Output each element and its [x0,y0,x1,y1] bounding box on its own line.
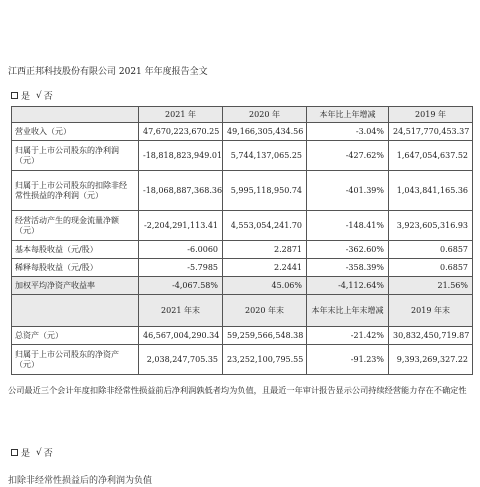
table-row [12,327,473,345]
value-2021: -6.0060 [139,241,223,259]
header-cell: 2020 年末 [223,295,307,327]
table-row [12,345,473,375]
header-cell: 2021 年 [139,107,223,123]
header-cell: 本年比上年增减 [307,107,389,123]
value-2019: 21.56% [389,277,473,295]
going-concern-note: 公司最近三个会计年度扣除非经常性损益前后净利润孰低者均为负值，且最近一年审计报告显示公司持续经营能力存在不确定性 [8,385,467,395]
yes-label: 是 [21,449,31,459]
value-2020: 5,744,137,065.25 [223,141,307,171]
document-title: 江西正邦科技股份有限公司 2021 年年度报告全文 [8,67,208,77]
row-label: 营业收入（元） [12,123,139,141]
value-change: -21.42% [307,327,389,345]
value-2021: -18,068,887,368.36 [139,171,223,211]
no-label: 否 [43,449,53,459]
table-row [12,171,473,211]
table-header-row [12,107,473,123]
yes-checkbox[interactable] [11,92,18,99]
value-2020: 59,259,566,548.38 [223,327,307,345]
value-2019: 24,517,770,453.37 [389,123,473,141]
value-2019: 1,647,054,637.52 [389,141,473,171]
header-cell [12,107,139,123]
value-2020: 23,252,100,795.55 [223,345,307,375]
value-2019: 3,923,605,316.93 [389,211,473,241]
row-label: 总资产（元） [12,327,139,345]
table-row [12,259,473,277]
value-change: -91.23% [307,345,389,375]
value-change: -3.04% [307,123,389,141]
value-change: -358.39% [307,259,389,277]
header-cell [12,295,139,327]
no-label: 否 [43,92,53,102]
yes-checkbox[interactable] [11,449,18,456]
header-cell: 2019 年 [389,107,473,123]
value-2020: 49,166,305,434.56 [223,123,307,141]
yes-label: 是 [21,92,31,102]
value-2021: 46,567,004,290.34 [139,327,223,345]
value-2019: 0.6857 [389,241,473,259]
value-2021: -2,204,291,113.41 [139,211,223,241]
row-label: 基本每股收益（元/股） [12,241,139,259]
value-2021: -18,818,823,949.01 [139,141,223,171]
value-change: -4,112.64% [307,277,389,295]
header-cell: 本年末比上年末增减 [307,295,389,327]
value-2019: 30,832,450,719.87 [389,327,473,345]
table-row [12,241,473,259]
table-row [12,211,473,241]
value-2020: 5,995,118,950.74 [223,171,307,211]
value-2021: 47,670,223,670.25 [139,123,223,141]
table-subheader-row [12,295,473,327]
value-change: -427.62% [307,141,389,171]
row-label: 稀释每股收益（元/股） [12,259,139,277]
value-2021: -4,067.58% [139,277,223,295]
value-change: -148.41% [307,211,389,241]
table-row [12,123,473,141]
value-2021: 2,038,247,705.35 [139,345,223,375]
row-label: 加权平均净资产收益率 [12,277,139,295]
yes-no-options-top [11,89,53,102]
check-mark-icon: √ [36,447,42,458]
header-cell: 2020 年 [223,107,307,123]
table-row [12,277,473,295]
value-2021: -5.7985 [139,259,223,277]
table-row [12,141,473,171]
cut-off-text: 扣除非经常性损益后的净利润为负值 [8,476,153,486]
value-2020: 2.2441 [223,259,307,277]
financial-data-table [11,106,473,375]
value-2019: 9,393,269,327.22 [389,345,473,375]
value-2019: 0.6857 [389,259,473,277]
value-2020: 4,553,054,241.70 [223,211,307,241]
header-cell: 2021 年末 [139,295,223,327]
row-label: 归属于上市公司股东的扣除非经常性损益的净利润（元） [12,171,139,211]
row-label: 归属于上市公司股东的净资产（元） [12,345,139,375]
value-2019: 1,043,841,165.36 [389,171,473,211]
value-2020: 2.2871 [223,241,307,259]
row-label: 经营活动产生的现金流量净额（元） [12,211,139,241]
row-label: 归属于上市公司股东的净利润（元） [12,141,139,171]
value-2020: 45.06% [223,277,307,295]
header-cell: 2019 年末 [389,295,473,327]
check-mark-icon: √ [36,90,42,101]
cut-off-text-line [8,468,208,486]
value-change: -362.60% [307,241,389,259]
yes-no-options-bottom [11,446,53,459]
value-change: -401.39% [307,171,389,211]
